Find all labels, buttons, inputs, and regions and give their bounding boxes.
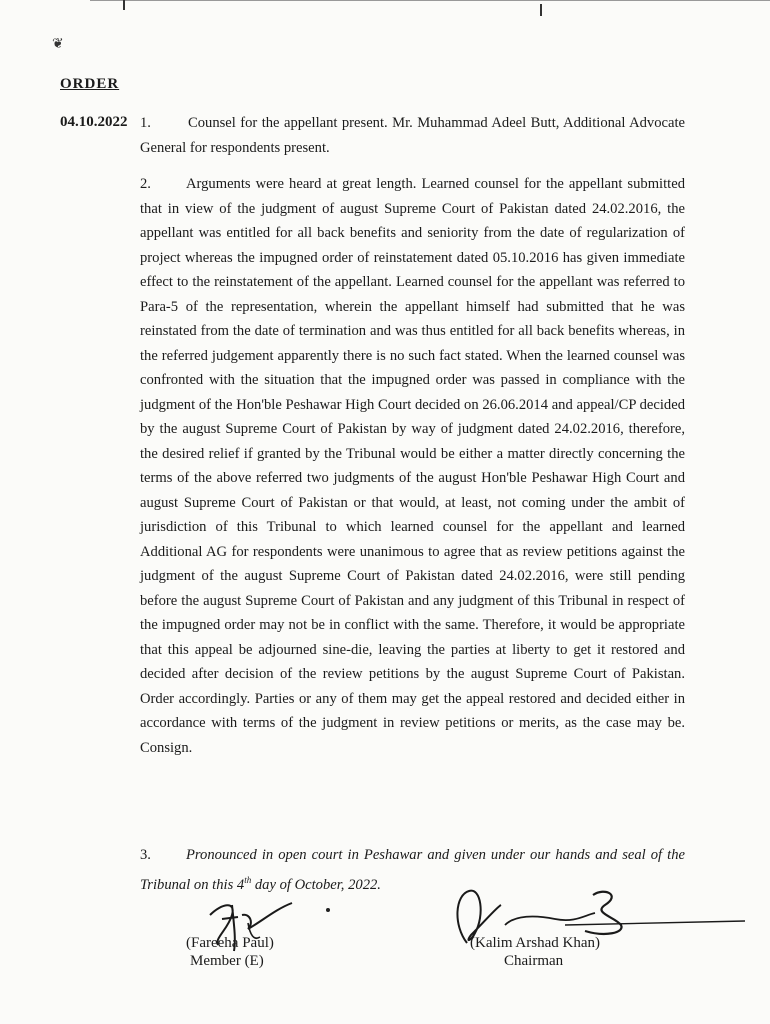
scan-top-edge: [90, 0, 770, 1]
paragraph-text: Arguments were heard at great length. Learned counsel for the appellant submitted that in view of the judgment of august Supreme Court of Pakistan dated 24.02.2016, the appellant was entitled for all back benefits and seniority from the date of regularization of project whereas the impugned order of reinstatement dated 05.10.2016 has given immediate effect to the reinstatement of the appellant. Learned counsel for the appellant was referred to Para-5 of the representation, wherein the appellant himself had submitted that he was reinstated from the date of termination and was thus entitled for all back benefits whereas, in the referred judgement apparently there is no such fact stated. When the learned counsel was confronted with the situation that the impugned order was passed in compliance with the judgment of the Hon'ble Peshawar High Court decided on 26.06.2014 and appeal/CP decided by the august Supreme Court of Pakistan by way of judgment dated 24.02.2016, therefore, the desired relief if granted by the Tribunal would be either a matter directly concerning the terms of the above referred two judgments of the august Hon'ble Peshawar High Court and august Supreme Court of Pakistan or that would, at least, not coming under the ambit of jurisdiction of this Tribunal to which learned counsel for the appellant and learned Additional AG for respondents were unanimous to agree that as review petitions against the judgment of the august Supreme Court of Pakistan dated 24.02.2016, were still pending before the august Supreme Court of Pakistan and any judgment of this Tribunal in respect of the impugned order may not be in conflict with the same. Therefore, it would be appropriate that this appeal be adjourned sine-die, leaving the parties at liberty to get it restored and decided after decision of the review petitions by the august Supreme Court of Pakistan. Order accordingly. Parties or any of them may get the appeal restored and decided either in accordance with terms of the judgment in review petitions or merits, as the case may be. Consign.: [140, 176, 685, 756]
ordinal-suffix: th: [244, 874, 252, 885]
scan-mark: [123, 0, 125, 10]
paragraph-number: 1.: [140, 115, 151, 131]
paragraph-2: [140, 172, 685, 760]
paragraph-text: Pronounced in open court in Peshawar and given under our hands and seal of the Tribunal on this 4: [140, 847, 685, 893]
member-role: Member (E): [190, 953, 264, 969]
order-heading: ORDER: [60, 76, 120, 92]
chairman-role: Chairman: [504, 953, 564, 969]
paragraph-number: 3.: [140, 847, 151, 863]
chairman-name: (Kalim Arshad Khan): [470, 935, 600, 951]
paragraph-text-end: day of October, 2022.: [251, 876, 381, 893]
paragraph-text: Counsel for the appellant present. Mr. Muhammad Adeel Butt, Additional Advocate General for respondents present.: [140, 115, 685, 156]
scan-mark: [540, 4, 542, 16]
scan-speck: ❦: [52, 36, 64, 52]
ink-dot: [326, 908, 330, 912]
paragraph-1: [140, 111, 685, 160]
member-name: (Fareeha Paul): [186, 935, 274, 951]
paragraph-number: 2.: [140, 176, 151, 192]
order-date: 04.10.2022: [60, 114, 128, 130]
